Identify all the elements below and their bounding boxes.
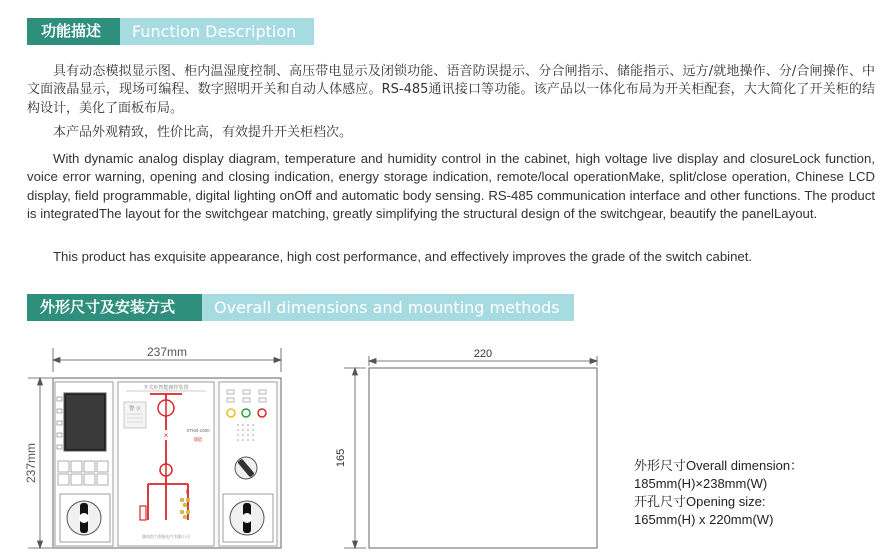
warning-card-title: 警 示 [129, 406, 141, 412]
model-label: XTKB-1000 [186, 428, 210, 433]
front-panel [53, 378, 281, 548]
svg-text:×: × [163, 431, 169, 440]
front-width-label: 237mm [146, 345, 188, 359]
description-en-paragraph-2: This product has exquisite appearance, high cost performance, and effectively improves the grade of the switch cabinet. [53, 249, 753, 264]
red-indicator-icon [258, 409, 266, 417]
spec-opening-value: 165mm(H) x 220mm(W) [634, 512, 774, 527]
yellow-indicator-icon [227, 409, 235, 417]
section-title-cn: 外形尺寸及安装方式 [27, 294, 202, 321]
description-cn-paragraph-2: 本产品外观精致，性价比高，有效提升开关柜档次。 [53, 125, 353, 140]
svg-text:⌇: ⌇ [185, 490, 188, 496]
section-title-en: Overall dimensions and mounting methods [202, 294, 574, 321]
cutout-width-label: 220 [473, 348, 493, 360]
spec-overall-label: 外形尺寸Overall dimension： [634, 458, 804, 473]
svg-text:⌇: ⌇ [147, 490, 150, 496]
bottom-label: 湖南凯力智能电气有限公司 [142, 534, 190, 539]
description-cn-paragraph-1: 具有动态模拟显示图、柜内温湿度控制、高压带电显示及闭锁功能、语音防误提示、分合闸指示、储能指示、远方/就地操作、分/合闸操作、中文面液晶显示，现场可编程、数字照明开关和自动人体感应。RS-485通讯接口等功能。该产品以一体化布局为开关柜配套，大大简化了开关柜的结构设计，美化了面板布局。 [27, 64, 875, 116]
section-title-en: Function Description [120, 18, 314, 45]
front-height-label: 237mm [24, 442, 38, 484]
spec-opening-label: 开孔尺寸Opening size: [634, 494, 766, 509]
cutout-rectangle [369, 368, 597, 548]
cutout-height-dimension [344, 368, 366, 548]
description-en-paragraph-1: With dynamic analog display diagram, temperature and humidity control in the cabinet, high voltage live display and closureLock function, voice error warning, opening and closing indication, energy storage indication, remote/local operationMake, split/close operation, Chinese LCD display, field programmable, digital lighting onOff and automatic body sensing. RS-485 communication interface and other functions. The product is integratedThe layout for the switchgear matching, greatly simplifying the structural design of the switchgear, beautify the panelLayout. [27, 151, 875, 221]
section-title-cn: 功能描述 [27, 18, 120, 45]
spec-overall-value: 185mm(H)×238mm(W) [634, 476, 768, 491]
panel-title: 开关柜智能操控装置 [143, 385, 189, 391]
green-indicator-icon [242, 409, 250, 417]
cutout-height-label: 165 [335, 448, 347, 468]
status-label: 储能 [193, 437, 203, 442]
